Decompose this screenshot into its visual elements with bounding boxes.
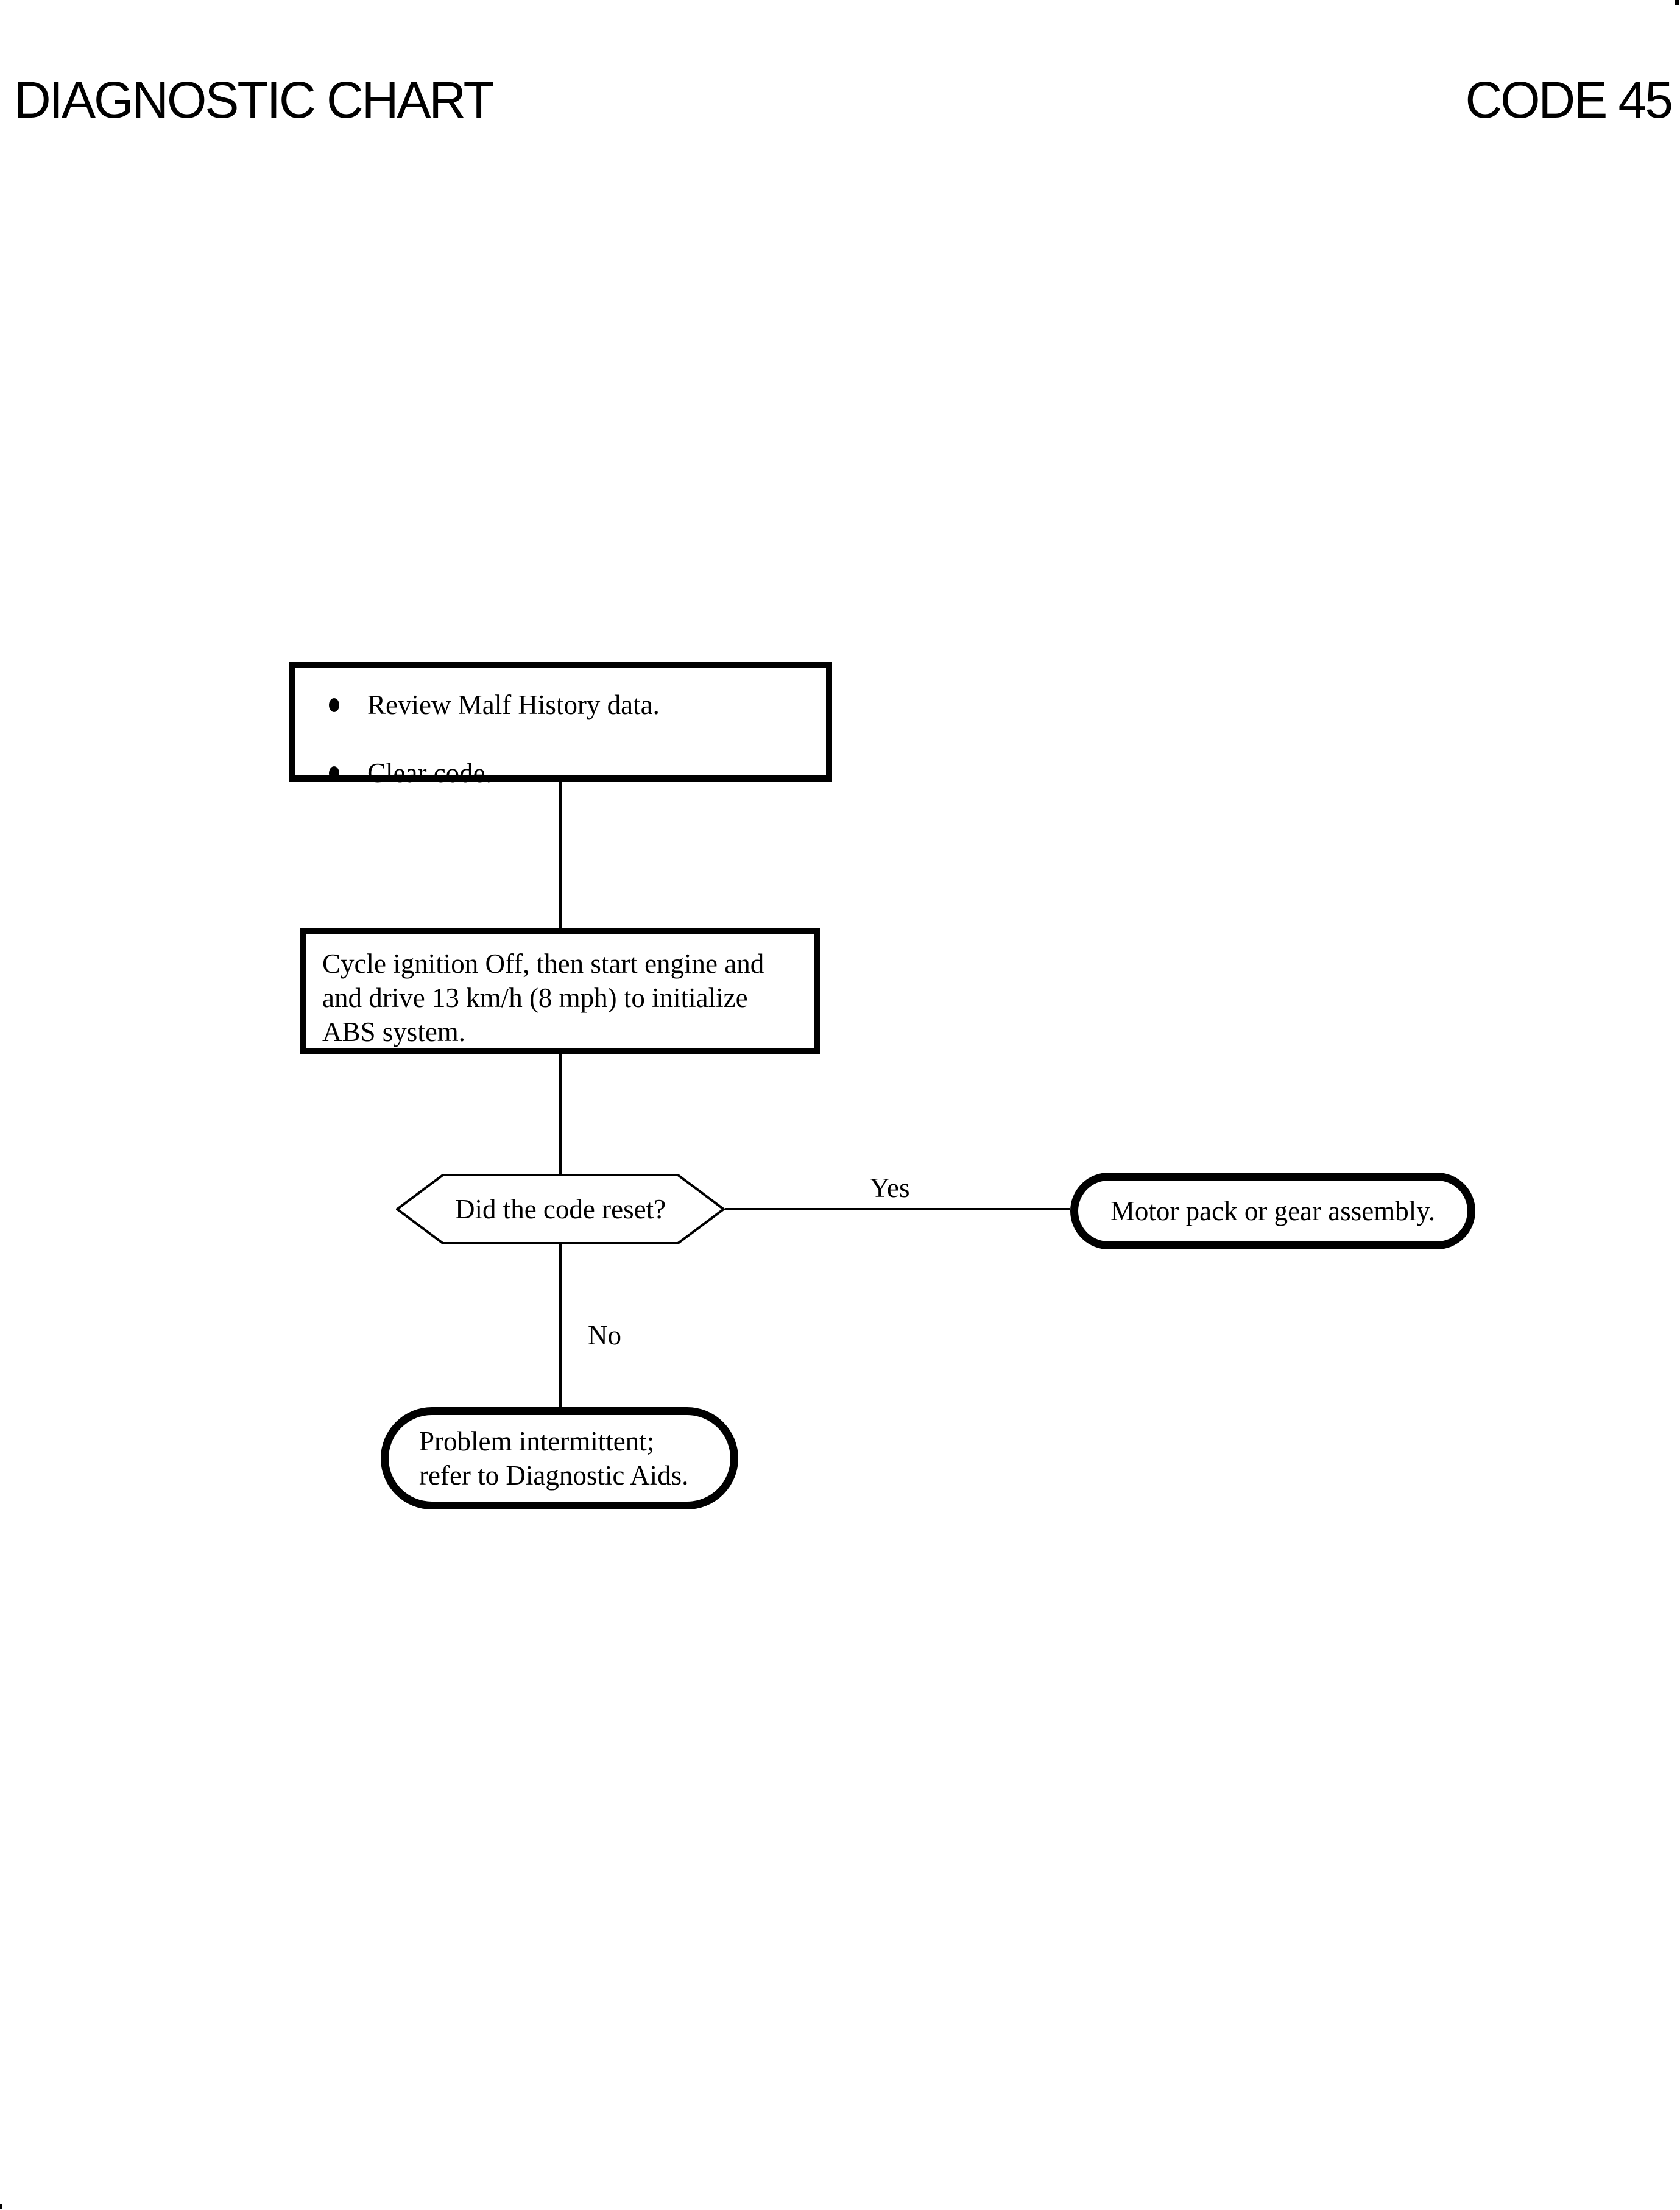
scan-artifact-dot [1675, 0, 1679, 5]
bullet-text: Clear code. [367, 758, 492, 788]
code-number-title: CODE 45 [1465, 71, 1671, 129]
terminal-text: Motor pack or gear assembly. [1110, 1196, 1436, 1226]
connector-step1-step2 [559, 782, 562, 928]
connector-step2-decision [559, 1054, 562, 1174]
bullet-item [329, 688, 826, 722]
connector-no-branch [559, 1244, 562, 1407]
process-text-line: and drive 13 km/h (8 mph) to initialize [322, 983, 748, 1013]
flow-box-cycle-ignition [300, 928, 820, 1054]
terminal-text-line: refer to Diagnostic Aids. [419, 1460, 689, 1491]
process-text-line: Cycle ignition Off, then start engine and [322, 948, 764, 979]
connector-yes-branch [725, 1208, 1070, 1210]
flow-decision-code-reset [396, 1174, 725, 1244]
bullet-item [329, 756, 826, 790]
bullet-text: Review Malf History data. [367, 690, 660, 720]
flow-box-review-clear [289, 662, 832, 788]
bullet-icon [329, 766, 339, 780]
decision-question: Did the code reset? [454, 1194, 666, 1224]
terminal-text-line: Problem intermittent; [419, 1426, 655, 1456]
flow-terminal-problem-intermittent [381, 1407, 738, 1509]
process-text-line: ABS system. [322, 1017, 466, 1047]
scan-artifact-dot [0, 2204, 2, 2209]
flow-terminal-motor-pack [1070, 1173, 1475, 1249]
page-title: DIAGNOSTIC CHART [14, 71, 493, 129]
no-label: No [588, 1320, 621, 1350]
yes-label: Yes [870, 1173, 910, 1203]
bullet-icon [329, 698, 339, 712]
